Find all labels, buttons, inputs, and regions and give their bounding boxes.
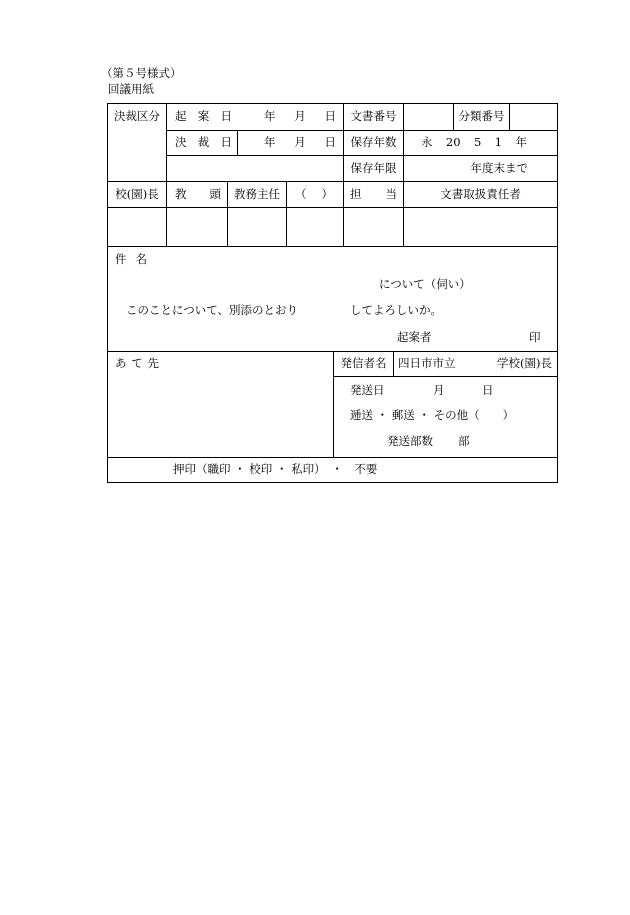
day-unit: 日 <box>324 135 336 150</box>
decided-date-field[interactable] <box>264 131 336 155</box>
blank-role-label <box>295 182 333 207</box>
decided-date-label <box>175 131 232 155</box>
year-unit: 年 <box>264 109 276 124</box>
char: あ <box>115 356 127 371</box>
sent-day-unit: 日 <box>482 383 494 397</box>
char: 裁 <box>197 135 210 150</box>
year-unit: 年 <box>515 135 527 150</box>
char: 先 <box>147 356 159 371</box>
form-number: （第５号様式） <box>101 66 182 80</box>
document-number-field[interactable] <box>404 104 453 130</box>
circulation-form <box>107 103 558 483</box>
char: て <box>131 356 143 371</box>
sender-name-label: 発信者名 <box>340 356 387 371</box>
inquiry-text: について（伺い） <box>379 277 471 291</box>
day-unit: 日 <box>324 109 336 124</box>
sent-month-unit: 月 <box>433 383 445 397</box>
month-unit: 月 <box>294 109 306 124</box>
sender-name-value <box>398 352 552 376</box>
rule <box>237 130 238 155</box>
rule <box>107 457 558 458</box>
in-charge-label <box>350 182 397 207</box>
char: 決 <box>175 135 187 150</box>
head-teacher-seal-box[interactable] <box>228 208 286 246</box>
rule <box>393 351 394 376</box>
char: 件 <box>115 252 127 267</box>
month-unit: 月 <box>294 135 306 150</box>
in-charge-seal-box[interactable] <box>344 208 403 246</box>
rule <box>107 482 558 483</box>
copies-unit: 部 <box>458 434 470 448</box>
rule <box>107 103 108 483</box>
delivery-method-options[interactable]: 逓送 ・ 郵送 ・ その他（ ） <box>350 408 515 422</box>
option-5[interactable]: 5 <box>473 135 482 150</box>
document-number-label: 文書番号 <box>350 109 397 124</box>
rule <box>333 376 558 377</box>
drafted-date-label <box>175 104 232 130</box>
vice-principal-label <box>175 182 221 207</box>
drafter-seal-mark: 印 <box>529 330 541 344</box>
char: 案 <box>197 109 210 124</box>
char: 起 <box>175 109 187 124</box>
drafter-label: 起案者 <box>397 330 432 344</box>
classification-number-field[interactable] <box>510 104 557 130</box>
sender-city: 四日市市立 <box>398 356 456 371</box>
char: 頭 <box>209 186 221 201</box>
char: 日 <box>220 135 232 150</box>
request-body <box>126 305 442 317</box>
paren-open: （ <box>295 186 307 201</box>
sender-school: 学校(園)長 <box>497 356 552 371</box>
char: 教 <box>175 186 187 201</box>
option-permanent[interactable]: 永 <box>421 135 433 150</box>
retention-years-options[interactable] <box>421 131 527 155</box>
retention-limit-label: 保存年限 <box>350 160 397 175</box>
char: 当 <box>385 186 397 201</box>
blank-role-seal-box[interactable] <box>287 208 343 246</box>
paren-close: ） <box>321 186 333 201</box>
body-prefix: このことについて、別添のとおり <box>126 303 299 317</box>
vice-principal-seal-box[interactable] <box>167 208 227 246</box>
char: 担 <box>350 186 362 201</box>
classification-number-label: 分類番号 <box>458 109 505 124</box>
copies-label: 発送部数 <box>387 434 433 448</box>
body-suffix: してよろしいか。 <box>350 303 443 317</box>
head-teacher-label: 教務主任 <box>234 186 280 201</box>
subject-label <box>115 253 147 267</box>
retention-limit-value[interactable]: 年度末まで <box>470 160 528 175</box>
char: 日 <box>220 109 232 124</box>
year-unit: 年 <box>264 135 276 150</box>
rule <box>107 246 558 247</box>
rule <box>557 103 558 483</box>
sent-date-label: 発送日 <box>350 383 385 397</box>
stamp-options[interactable]: 押印（職印 ・ 校印 ・ 私印） ・ 不要 <box>173 462 378 476</box>
records-officer-seal-box[interactable] <box>404 208 557 246</box>
char: 名 <box>135 252 147 267</box>
records-officer-label: 文書取扱責任者 <box>440 186 521 201</box>
option-1[interactable]: 1 <box>494 135 503 150</box>
form-title: 回議用紙 <box>108 82 154 96</box>
retention-years-label: 保存年数 <box>350 135 397 150</box>
destination-label <box>115 357 159 371</box>
drafted-date-field[interactable] <box>264 104 336 130</box>
principal-seal-box[interactable] <box>108 208 166 246</box>
decision-section-label: 決裁区分 <box>114 109 160 124</box>
principal-label: 校(園)長 <box>115 186 159 201</box>
option-20[interactable]: 20 <box>445 135 461 150</box>
